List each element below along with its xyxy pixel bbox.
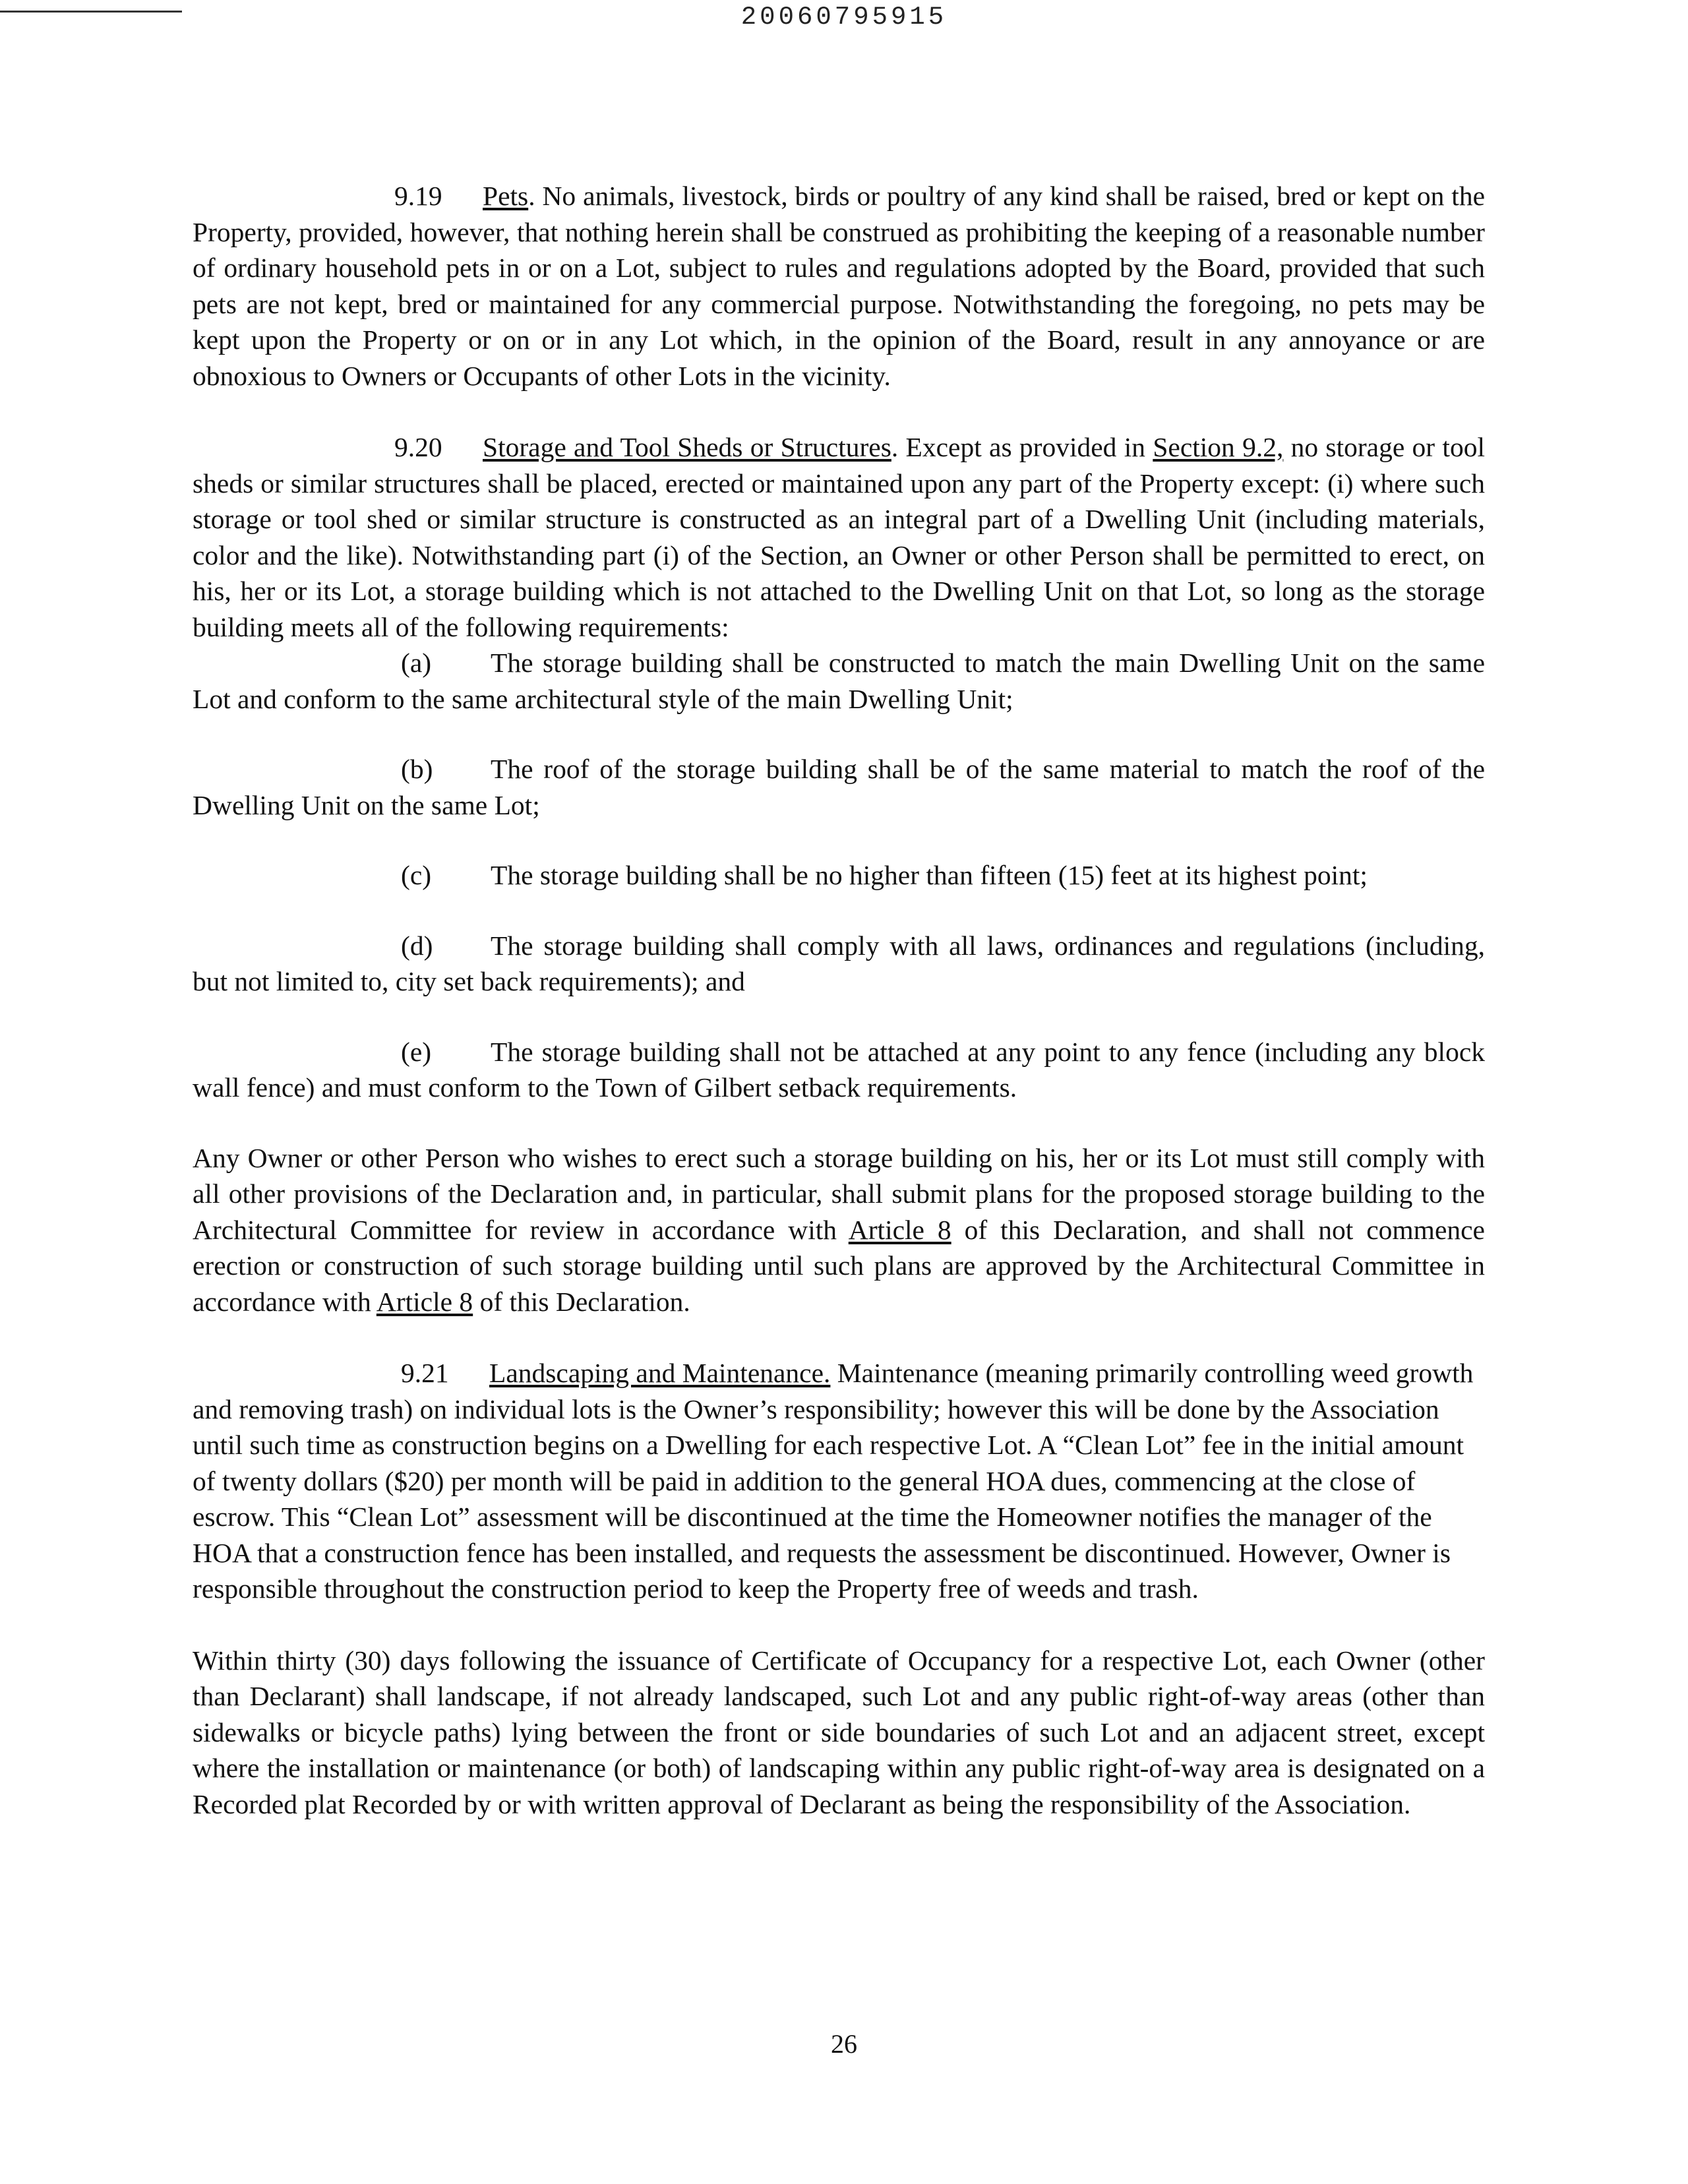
section-reference: Section 9.2, [1153, 432, 1284, 462]
section-9-19 [193, 178, 1485, 394]
paragraph-text: Any Owner or other Person who wishes to erect such a storage building on his, her or its Lot must still comply with all other provisions of the Declaration and, in particular, shall submit plans for the proposed storage building to the Architectural Committee for review in accordance with [193, 1142, 1485, 1245]
section-number: 9.21 [401, 1358, 449, 1388]
item-text: The storage building shall be no higher than fifteen (15) feet at its highest point; [491, 860, 1368, 890]
section-text: . No animals, livestock, birds or poultry of any kind shall be raised, bred or kept on the Property, provided, however, that nothing herein shall be construed as prohibiting the keeping of a reasonable number of ordinary household pets in or on a Lot, subject to rules and regulations adopted by the Board, provided that such pets are not kept, bred or maintained for any commercial purpose. Notwithstanding the foregoing, no pets may be kept upon the Property or on or in any Lot which, in the opinion of the Board, result in any annoyance or are obnoxious to Owners or Occupants of other Lots in the vicinity. [193, 181, 1485, 391]
section-text: Maintenance (meaning primarily controlling weed growth and removing trash) on individual lots is the Owner’s responsibility; however this will be done by the Association until such time as construction begins on a Dwelling for each respective Lot. A “Clean Lot” fee in the initial amount of twenty dollars ($20) per month will be paid in addition to the general HOA dues, commencing at the close of escrow. This “Clean Lot” assessment will be discontinued at the time the Homeowner notifies the manager of the HOA that a construction fence has been installed, and requests the assessment be discontinued. However, Owner is responsible throughout the construction period to keep the Property free of weeds and trash. [193, 1358, 1474, 1604]
item-text: The storage building shall comply with all laws, ordinances and regulations (including, but not limited to, city set back requirements); and [193, 930, 1485, 996]
section-title: Landscaping and Maintenance. [489, 1358, 831, 1388]
item-label: (e) [401, 1036, 432, 1067]
item-text: The storage building shall be constructed to match the main Dwelling Unit on the same Lot and conform to the same architectural style of the main Dwelling Unit; [193, 648, 1485, 714]
page-number: 26 [831, 2029, 857, 2059]
section-text: . Except as provided in [891, 432, 1153, 462]
section-9-21 [193, 1355, 1485, 1607]
section-9-21-paragraph-2: Within thirty (30) days following the issuance of Certificate of Occupancy for a respective Lot, each Owner (other than Declarant) shall landscape, if not already landscaped, such Lot and any public right-of-way areas (other than sidewalks or bicycle paths) lying between the front or side boundaries of such Lot and an adjacent street, except where the installation or maintenance (or both) of landscaping within any public right-of-way area is designated on a Recorded plat Recorded by or with written approval of Declarant as being the responsibility of the Association. [193, 1645, 1485, 1819]
page-body [193, 178, 1485, 1822]
list-item [193, 1034, 1485, 1106]
list-item [193, 857, 1485, 894]
section-9-20-closing [193, 1140, 1485, 1320]
section-number: 9.19 [394, 181, 442, 211]
paragraph-text: of this Declaration, and shall not commence erection or construction of such storage building until such plans are approved by the Architectural Committee in accordance with [193, 1214, 1485, 1317]
section-number: 9.20 [394, 432, 442, 462]
article-reference: Article 8 [376, 1286, 473, 1317]
item-text: The roof of the storage building shall be of the same material to match the roof of the Dwelling Unit on the same Lot; [193, 754, 1485, 820]
article-reference: Article 8 [848, 1214, 951, 1245]
section-9-20 [193, 429, 1485, 645]
item-label: (a) [401, 648, 432, 678]
item-label: (c) [401, 860, 432, 890]
item-label: (b) [401, 754, 433, 784]
list-item [193, 645, 1485, 717]
section-text: no storage or tool sheds or similar structures shall be placed, erected or maintained upon any part of the Property except: (i) where such storage or tool shed or similar structure is constructed as an integral part of a Dwelling Unit (including materials, color and the like). Notwithstanding part (i) of the Section, an Owner or other Person shall be permitted to erect, on his, her or its Lot, a storage building which is not attached to the Dwelling Unit on that Lot, so long as the storage building meets all of the following requirements: [193, 432, 1485, 642]
item-text: The storage building shall not be attached at any point to any fence (including any block wall fence) and must conform to the Town of Gilbert setback requirements. [193, 1036, 1485, 1103]
item-label: (d) [401, 930, 433, 961]
list-item [193, 928, 1485, 1000]
document-number: 20060795915 [740, 3, 948, 32]
section-title: Pets [483, 181, 529, 211]
paragraph-text: of this Declaration. [473, 1286, 690, 1317]
list-item [193, 751, 1485, 823]
section-title: Storage and Tool Sheds or Structures [483, 432, 891, 462]
